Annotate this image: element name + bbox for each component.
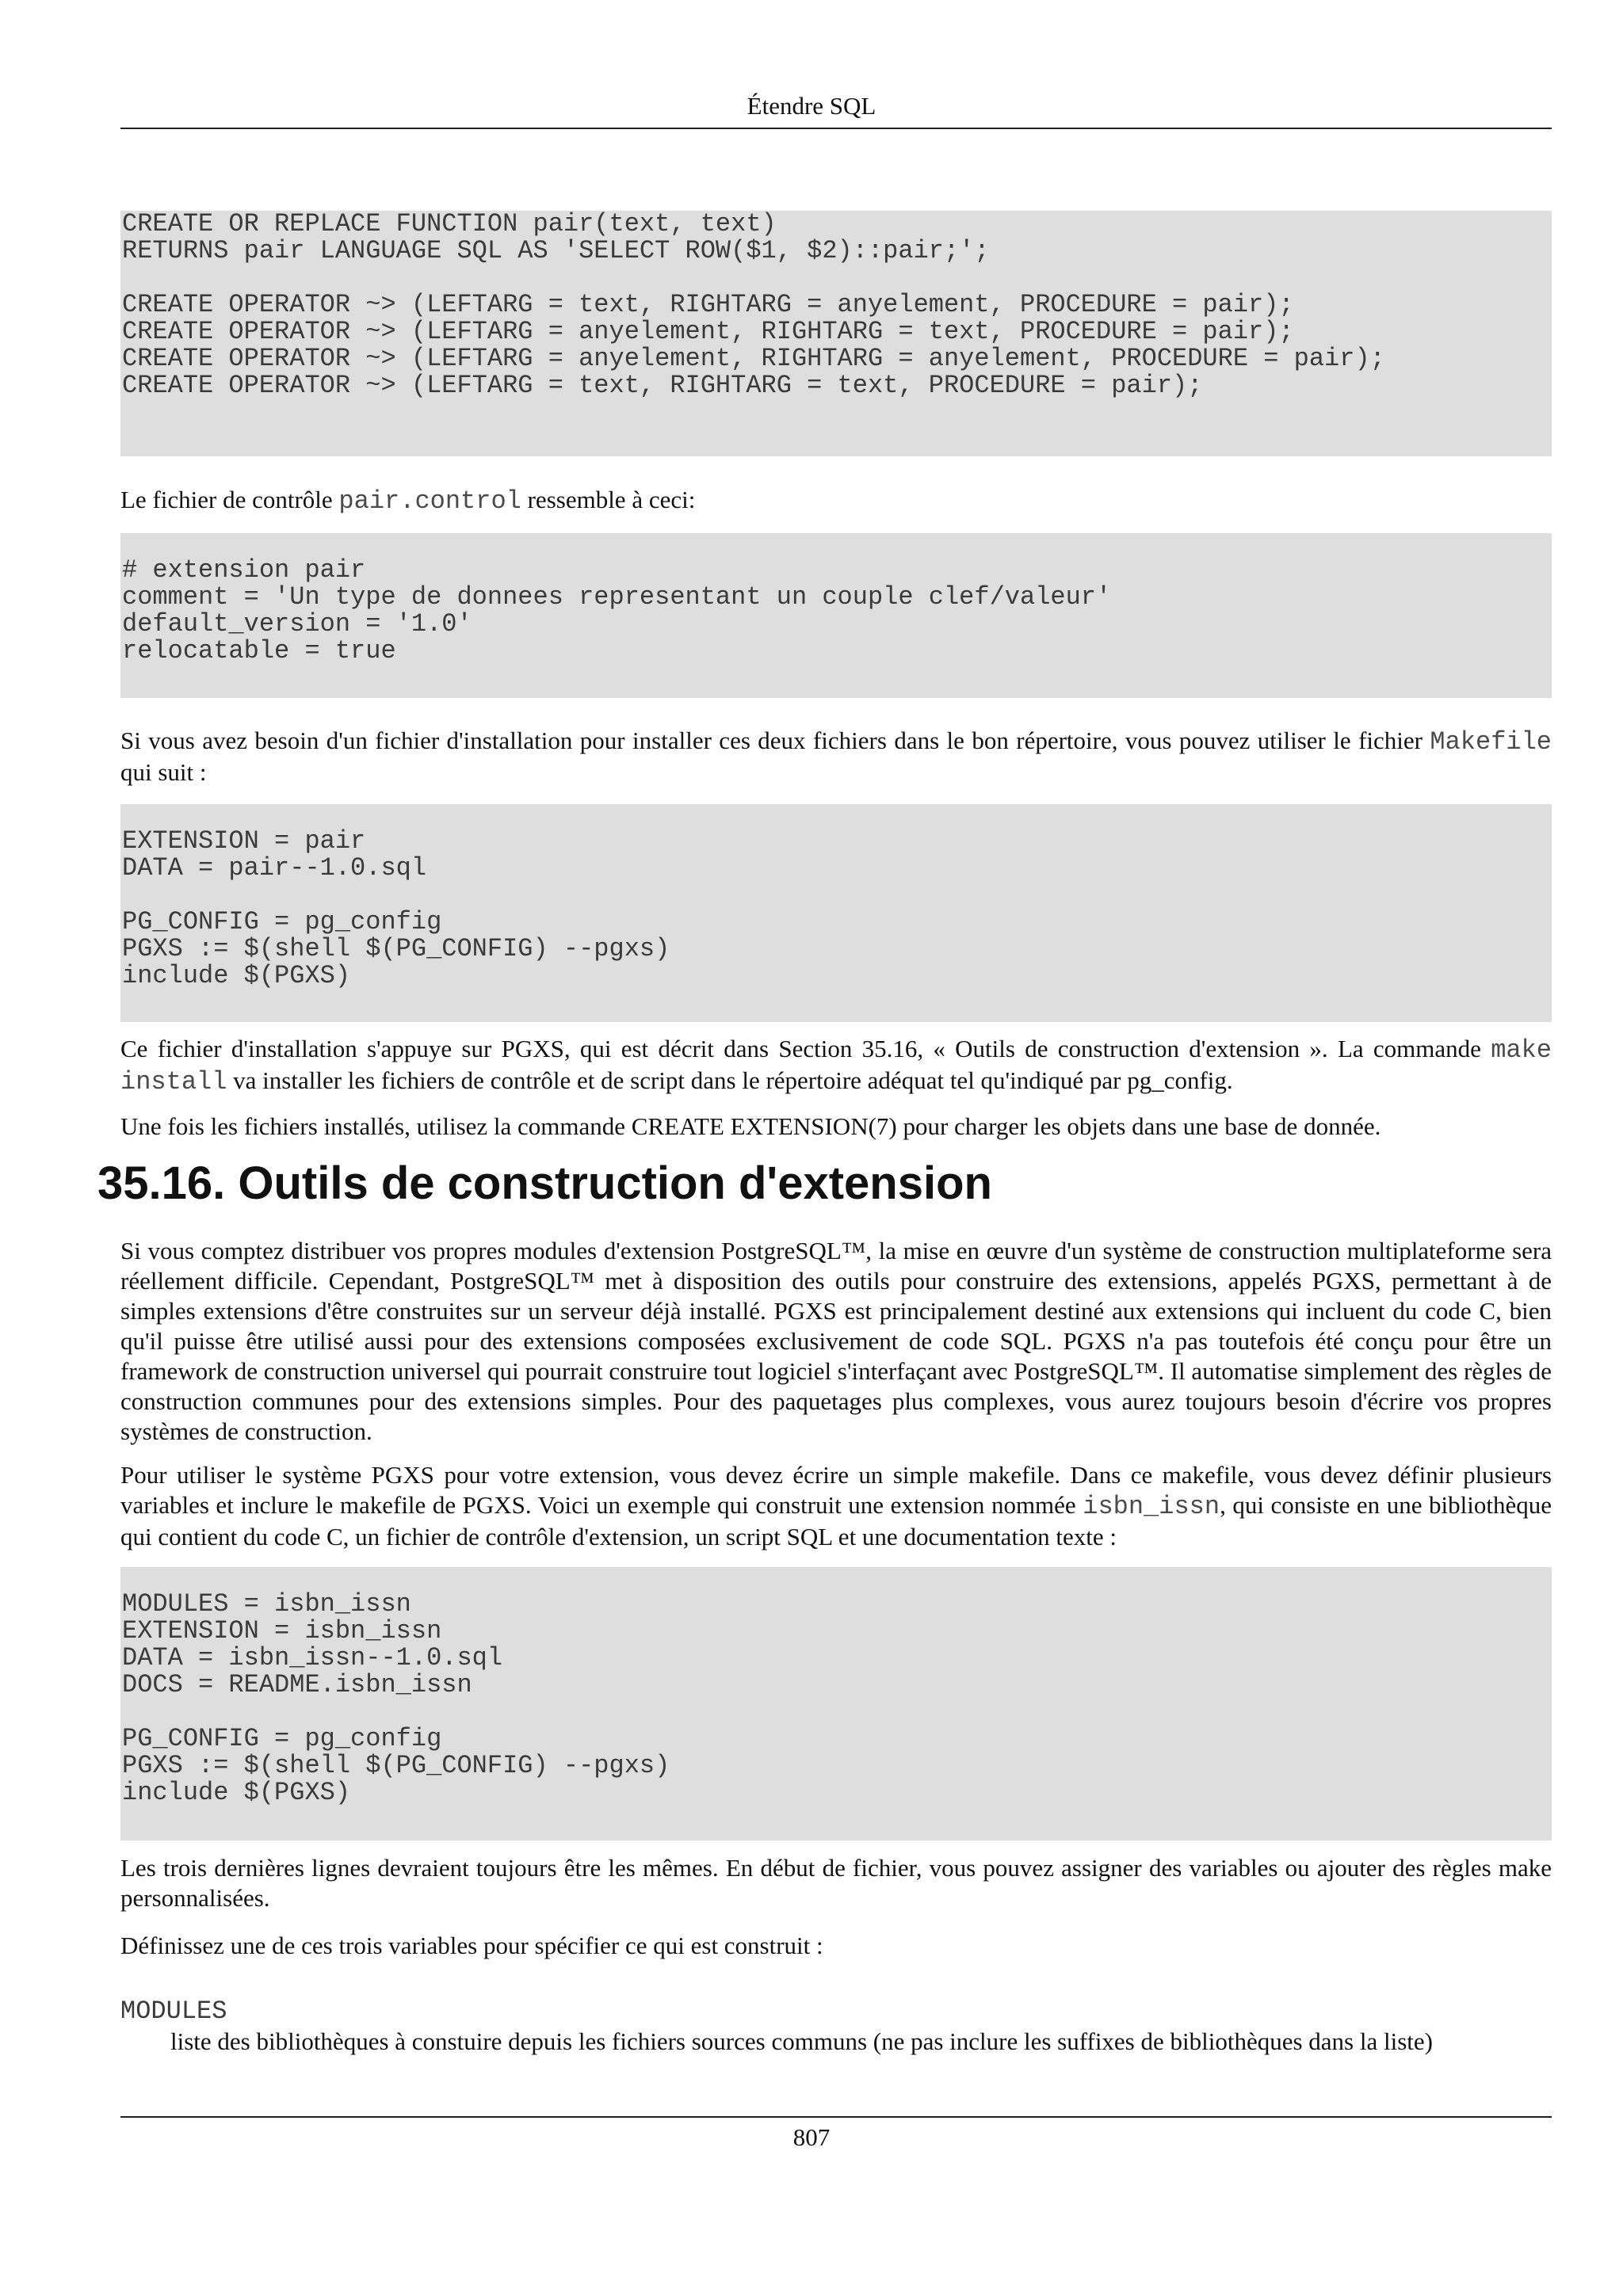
code-line: PG_CONFIG = pg_config <box>122 1724 442 1753</box>
code-line: comment = 'Un type de donnees representant un couple clef/valeur' <box>122 582 1112 612</box>
paragraph-section-intro: Si vous comptez distribuer vos propres modules d'extension PostgreSQL™, la mise en œuvre d'un système de construction multiplateforme sera réellement difficile. Cependant, PostgreSQL™ met à disposition des outils pour construire des extensions, appelés PGXS, permettant à de simples extensions d'être construites sur un serveur déjà installé. PGXS est principalement destiné aux extensions qui incluent du code C, bien qu'il puisse être utilisé aussi pour des extensions composées exclusivement de code SQL. PGXS n'a pas toutefois été conçu pour être un framework de construction universel qui pourrait construire tout logiciel s'interfaçant avec PostgreSQL™. Il automatise simplement des règles de construction communes pour des extensions simples. Pour des paquetages plus complexes, vous aurez toujours besoin d'écrire vos propres systèmes de construction. <box>120 1237 1552 1445</box>
code-line: DOCS = README.isbn_issn <box>122 1670 472 1699</box>
code-line: default_version = '1.0' <box>122 609 472 639</box>
page-number: 807 <box>792 2123 831 2151</box>
header-title: Étendre SQL <box>747 92 876 120</box>
code-line: DATA = pair--1.0.sql <box>122 853 427 883</box>
code-line: CREATE OR REPLACE FUNCTION pair(text, text) <box>122 209 777 238</box>
text: va installer les fichiers de contrôle et de script dans le répertoire adéquat tel qu'indiqué par pg_config. <box>227 1066 1233 1094</box>
header-rule <box>120 128 1552 129</box>
code-line: CREATE OPERATOR ~> (LEFTARG = anyelement, RIGHTARG = text, PROCEDURE = pair); <box>122 317 1294 346</box>
code-block-sql-operators <box>120 211 1552 456</box>
code-line: EXTENSION = pair <box>122 826 366 856</box>
paragraph-makefile-intro <box>120 726 1552 788</box>
code-line: include $(PGXS) <box>122 961 351 990</box>
code-line: PG_CONFIG = pg_config <box>122 907 442 936</box>
code-line: DATA = isbn_issn--1.0.sql <box>122 1643 503 1672</box>
code-line: MODULES = isbn_issn <box>122 1589 411 1619</box>
paragraph-create-extension: Une fois les fichiers installés, utilisez la commande CREATE EXTENSION(7) pour charger les objets dans une base de donnée. <box>120 1112 1381 1140</box>
paragraph-define-vars: Définissez une de ces trois variables pour spécifier ce qui est construit : <box>120 1932 823 1959</box>
inline-code: pair.control <box>338 486 521 516</box>
code-line <box>122 882 1552 909</box>
text: Pour utiliser le système PGXS pour votre extension, vous devez écrire un simple makefile. Dans ce makefile, vous devez définir plusieurs variables et inclure le makefile de PGXS. Voici un exemple qui construit une extension nommée <box>120 1461 1552 1519</box>
inline-code: isbn_issn <box>1083 1492 1220 1521</box>
definition-term: MODULES <box>120 1997 227 2026</box>
section-heading: 35.16. Outils de construction d'extension <box>97 1158 992 1209</box>
paragraph-last-lines: Les trois dernières lignes devraient toujours être les mêmes. En début de fichier, vous pouvez assigner des variables ou ajouter des règles make personnalisées. <box>120 1854 1552 1912</box>
code-line: CREATE OPERATOR ~> (LEFTARG = text, RIGHTARG = text, PROCEDURE = pair); <box>122 371 1203 400</box>
text: Ce fichier d'installation s'appuye sur PGXS, qui est décrit dans Section 35.16, « Outils de construction d'extension ». La commande <box>120 1035 1491 1062</box>
inline-code: Makefile <box>1430 727 1552 757</box>
footer-rule <box>120 2116 1552 2118</box>
code-line: CREATE OPERATOR ~> (LEFTARG = anyelement, RIGHTARG = anyelement, PROCEDURE = pair); <box>122 344 1385 373</box>
code-block-isbn-makefile <box>120 1567 1552 1840</box>
text: Le fichier de contrôle <box>120 486 339 513</box>
code-line <box>122 265 1552 292</box>
text: , qui consiste en une bibliothèque qui contient du code C, un fichier de contrôle d'extension, un script SQL et une documentation texte : <box>120 1491 1552 1550</box>
text: qui suit : <box>120 758 207 786</box>
code-line: relocatable = true <box>122 636 396 666</box>
paragraph-pgxs-note <box>120 1034 1552 1097</box>
code-line: PGXS := $(shell $(PG_CONFIG) --pgxs) <box>122 934 670 963</box>
paragraph-makefile-example <box>120 1460 1552 1552</box>
code-line <box>122 1699 1552 1726</box>
code-line: PGXS := $(shell $(PG_CONFIG) --pgxs) <box>122 1751 670 1780</box>
text: Si vous avez besoin d'un fichier d'installation pour installer ces deux fichiers dans le bon répertoire, vous pouvez utiliser le fichier <box>120 727 1430 754</box>
text: ressemble à ceci: <box>521 486 696 513</box>
paragraph-control-intro <box>120 485 1552 517</box>
inline-code: make install <box>120 1035 1552 1097</box>
code-line: include $(PGXS) <box>122 1778 351 1807</box>
code-block-pair-makefile <box>120 804 1552 1022</box>
definition-description: liste des bibliothèques à constuire depuis les fichiers sources communs (ne pas inclure les suffixes de bibliothèques dans la liste) <box>170 2027 1433 2055</box>
code-line: RETURNS pair LANGUAGE SQL AS 'SELECT ROW($1, $2)::pair;'; <box>122 236 990 265</box>
code-line: CREATE OPERATOR ~> (LEFTARG = text, RIGHTARG = anyelement, PROCEDURE = pair); <box>122 290 1294 319</box>
code-block-control-file <box>120 533 1552 698</box>
code-line: # extension pair <box>122 555 366 585</box>
code-line: EXTENSION = isbn_issn <box>122 1616 442 1646</box>
